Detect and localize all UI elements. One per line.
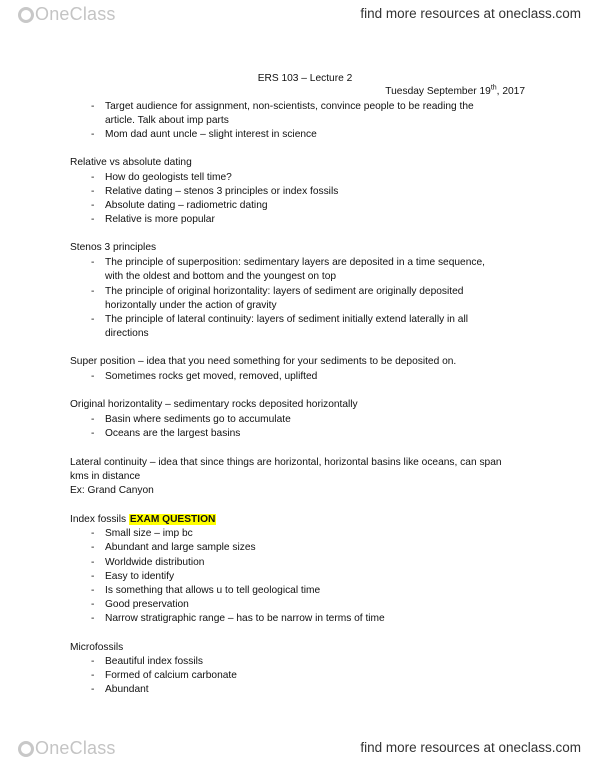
logo-text: OneClass [35,738,116,758]
paragraph-line: Ex: Grand Canyon [70,485,154,496]
list-item: The principle of lateral continuity: layers of sediment initially extend laterally in all [105,314,468,325]
bullet-dash: - [91,571,95,582]
list-item: Good preservation [105,599,189,610]
list-item: Abundant and large sample sizes [105,542,256,553]
bullet-dash: - [91,200,95,211]
bullet-dash: - [91,684,95,695]
oneclass-logo[interactable] [18,4,116,25]
bullet-dash: - [91,428,95,439]
section-heading: Index fossils EXAM QUESTION [70,514,216,525]
list-item: Basin where sediments go to accumulate [105,414,291,425]
paragraph-line: kms in distance [70,471,141,482]
section-heading: Relative vs absolute dating [70,157,192,168]
list-item: Is something that allows u to tell geological time [105,585,321,596]
list-item: Absolute dating – radiometric dating [105,200,268,211]
bullet-dash: - [91,599,95,610]
exam-question-highlight: EXAM QUESTION [129,514,216,525]
doc-date: Tuesday September 19th, 2017 [385,84,525,97]
section-heading: Stenos 3 principles [70,242,157,253]
logo-text: OneClass [35,4,116,24]
bullet-dash: - [91,286,95,297]
bullet-dash: - [91,314,95,325]
list-item-continued: article. Talk about imp parts [105,115,229,126]
list-item: Formed of calcium carbonate [105,670,237,681]
list-item-continued: directions [105,328,149,339]
bullet-dash: - [91,129,95,140]
bullet-dash: - [91,542,95,553]
bullet-dash: - [91,656,95,667]
list-item: Worldwide distribution [105,557,205,568]
bullet-dash: - [91,257,95,268]
list-item: Target audience for assignment, non-scientists, convince people to be reading the [105,101,474,112]
list-item-continued: with the oldest and bottom and the youngest on top [105,271,337,282]
bullet-dash: - [91,528,95,539]
list-item: The principle of superposition: sedimentary layers are deposited in a time sequence, [105,257,485,268]
paragraph-line: Lateral continuity – idea that since things are horizontal, horizontal basins like oceans, can span [70,457,502,468]
bullet-dash: - [91,670,95,681]
list-item: Mom dad aunt uncle – slight interest in science [105,129,317,140]
list-item: Beautiful index fossils [105,656,203,667]
section-heading: Microfossils [70,642,124,653]
footer-tagline[interactable]: find more resources at oneclass.com [360,740,581,755]
bullet-dash: - [91,585,95,596]
section-heading: Original horizontality – sedimentary rocks deposited horizontally [70,399,358,410]
list-item-continued: horizontally under the action of gravity [105,300,277,311]
list-item: Narrow stratigraphic range – has to be narrow in terms of time [105,613,385,624]
list-item: Sometimes rocks get moved, removed, uplifted [105,371,318,382]
list-item: Relative dating – stenos 3 principles or index fossils [105,186,339,197]
doc-title: ERS 103 – Lecture 2 [257,73,353,84]
section-heading: Super position – idea that you need something for your sediments to be deposited on. [70,356,457,367]
list-item: Oceans are the largest basins [105,428,241,439]
list-item: The principle of original horizontality: layers of sediment are originally deposited [105,286,464,297]
header-tagline[interactable]: find more resources at oneclass.com [360,6,581,21]
bullet-dash: - [91,186,95,197]
list-item: Small size – imp bc [105,528,193,539]
bullet-dash: - [91,101,95,112]
list-item: Abundant [105,684,149,695]
bullet-dash: - [91,371,95,382]
list-item: Easy to identify [105,571,175,582]
logo-circle-icon [18,7,34,23]
bullet-dash: - [91,214,95,225]
logo-circle-icon [18,741,34,757]
list-item: Relative is more popular [105,214,215,225]
bullet-dash: - [91,414,95,425]
list-item: How do geologists tell time? [105,172,232,183]
bullet-dash: - [91,172,95,183]
bullet-dash: - [91,613,95,624]
bullet-dash: - [91,557,95,568]
oneclass-logo-footer[interactable] [18,738,116,759]
